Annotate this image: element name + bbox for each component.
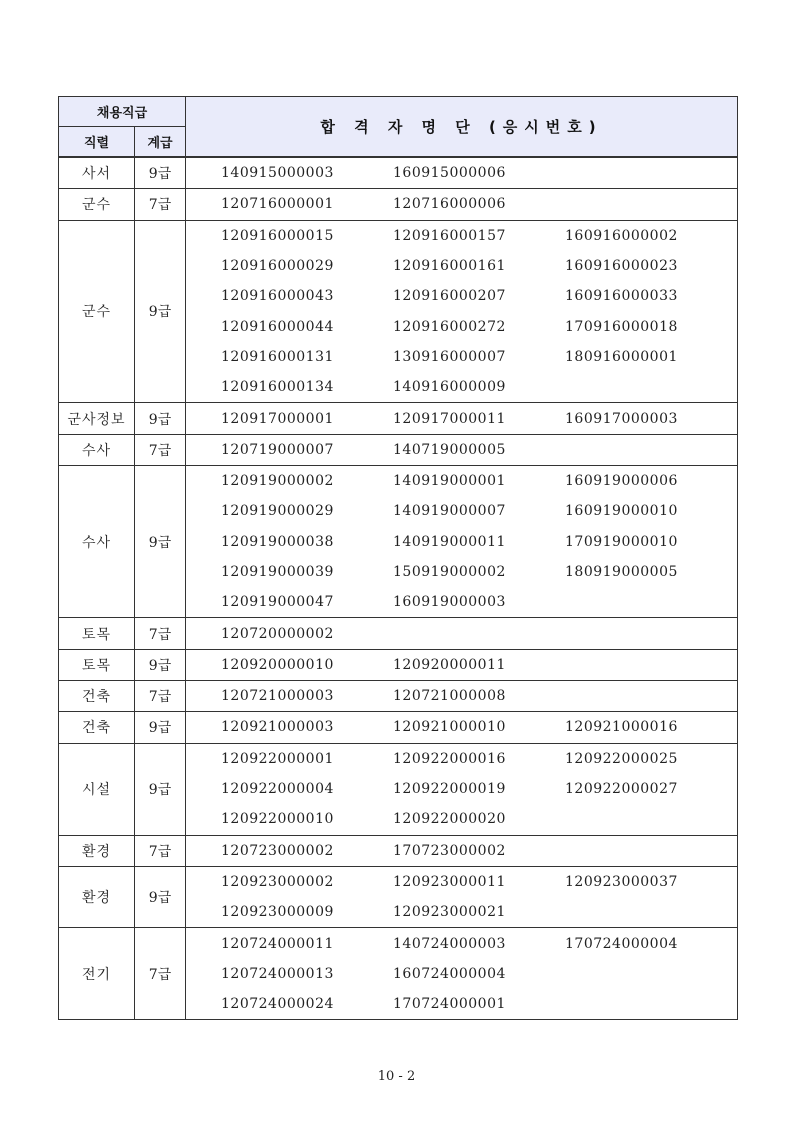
candidate-number: 120921000003	[221, 719, 334, 736]
candidate-numbers-cell	[186, 835, 738, 866]
grade-cell: 9급	[135, 220, 186, 403]
table-row	[59, 928, 738, 1020]
candidate-numbers-cell	[186, 712, 738, 743]
candidate-number: 120919000047	[221, 594, 334, 611]
candidate-number: 160919000003	[393, 594, 506, 611]
candidate-number: 170724000001	[393, 996, 506, 1013]
rank-cell: 군수	[59, 220, 135, 403]
candidate-number: 120916000131	[221, 348, 334, 365]
grade-header: 계급	[135, 127, 186, 158]
candidate-numbers-cell	[186, 928, 738, 1020]
candidate-number-row	[221, 989, 737, 1019]
candidate-number: 120917000001	[221, 410, 334, 427]
candidate-number: 120921000016	[565, 719, 678, 736]
grade-cell: 9급	[135, 866, 186, 928]
candidate-number-row	[221, 342, 737, 372]
candidate-number-row	[221, 587, 737, 617]
candidate-number: 120723000002	[221, 842, 334, 859]
candidate-number: 120720000002	[221, 625, 334, 642]
candidate-number: 160917000003	[565, 410, 678, 427]
table-row	[59, 835, 738, 866]
candidate-numbers-cell	[186, 189, 738, 220]
candidate-number: 140719000005	[393, 441, 506, 458]
candidate-number: 170919000010	[565, 533, 678, 550]
candidate-number: 120916000043	[221, 288, 334, 305]
candidate-number: 170723000002	[393, 842, 506, 859]
candidate-number-row	[221, 959, 737, 989]
candidate-number: 120923000021	[393, 904, 506, 921]
candidate-number: 150919000002	[393, 564, 506, 580]
candidate-numbers-cell	[186, 220, 738, 403]
candidate-numbers-cell	[186, 866, 738, 928]
rank-cell: 수사	[59, 465, 135, 617]
candidate-number: 120920000011	[393, 656, 506, 673]
candidate-number: 160915000006	[393, 165, 506, 182]
candidate-number: 120923000011	[393, 873, 506, 890]
candidate-number-row	[221, 867, 737, 897]
candidate-number-row	[221, 251, 737, 281]
candidate-number-row	[221, 527, 737, 557]
candidate-number: 120916000029	[221, 258, 334, 275]
candidate-number: 120919000002	[221, 473, 334, 490]
candidate-number: 120921000010	[393, 719, 506, 736]
grade-cell: 7급	[135, 835, 186, 866]
candidate-number: 180919000005	[565, 564, 678, 580]
candidate-number-row	[221, 311, 737, 341]
grade-cell: 7급	[135, 928, 186, 1020]
grade-cell: 9급	[135, 157, 186, 189]
candidate-number-row	[221, 281, 737, 311]
table-row	[59, 465, 738, 617]
table-row	[59, 189, 738, 220]
candidate-number: 120922000027	[565, 781, 678, 798]
candidate-number: 120922000019	[393, 781, 506, 798]
grade-cell: 9급	[135, 743, 186, 835]
candidate-number: 120916000015	[221, 227, 334, 244]
candidate-number: 140915000003	[221, 165, 334, 182]
candidate-number: 120917000011	[393, 410, 506, 427]
rank-cell: 사서	[59, 157, 135, 189]
candidate-number: 120716000006	[393, 196, 506, 213]
candidate-number-row	[221, 774, 737, 804]
candidate-numbers-cell	[186, 434, 738, 465]
page-number: 10 - 2	[377, 1069, 416, 1084]
candidate-numbers-cell	[186, 681, 738, 712]
candidate-number-row	[221, 221, 737, 251]
grade-cell: 7급	[135, 618, 186, 649]
candidate-number: 160724000004	[393, 965, 506, 982]
candidate-number: 120922000025	[565, 750, 678, 767]
grade-cell: 9급	[135, 465, 186, 617]
candidate-number-row	[221, 496, 737, 526]
candidate-number: 120922000020	[393, 811, 506, 828]
rank-cell: 시설	[59, 743, 135, 835]
candidate-number: 120719000007	[221, 441, 334, 458]
candidate-number-row	[221, 744, 737, 774]
rank-cell: 환경	[59, 866, 135, 928]
candidate-number: 180916000001	[565, 348, 678, 365]
candidate-number: 120923000002	[221, 873, 334, 890]
candidate-numbers-cell	[186, 465, 738, 617]
candidate-number: 120919000029	[221, 503, 334, 520]
candidate-number: 120721000003	[221, 688, 334, 705]
table-row	[59, 743, 738, 835]
recruitment-grade-header: 채용직급	[59, 97, 186, 127]
candidate-number: 120716000001	[221, 196, 334, 213]
candidate-numbers-cell	[186, 649, 738, 680]
candidate-numbers-cell	[186, 157, 738, 189]
candidate-number: 120922000016	[393, 750, 506, 767]
candidate-number: 140919000001	[393, 473, 506, 490]
rank-cell: 군수	[59, 189, 135, 220]
candidate-number: 120922000004	[221, 781, 334, 798]
candidate-number: 160916000033	[565, 288, 678, 305]
candidate-numbers-cell	[186, 743, 738, 835]
candidate-number-row	[221, 557, 737, 587]
candidate-number-row	[221, 836, 737, 866]
candidate-number-row	[221, 897, 737, 927]
grade-cell: 7급	[135, 434, 186, 465]
rank-cell: 토목	[59, 618, 135, 649]
candidate-number: 120724000013	[221, 965, 334, 982]
candidate-number: 120916000157	[393, 227, 506, 244]
candidate-number: 160916000023	[565, 258, 678, 275]
table-row	[59, 649, 738, 680]
candidate-numbers-cell	[186, 403, 738, 434]
candidate-number: 120916000272	[393, 318, 506, 335]
table-row	[59, 220, 738, 403]
candidate-number: 160919000006	[565, 473, 678, 490]
candidate-number: 140919000011	[393, 533, 506, 550]
candidate-number: 120724000011	[221, 935, 334, 952]
candidate-number-row	[221, 403, 737, 433]
table-row	[59, 434, 738, 465]
candidate-number: 140724000003	[393, 935, 506, 952]
candidate-number: 120916000044	[221, 318, 334, 335]
candidate-number-row	[221, 189, 737, 219]
successful-candidates-table	[58, 96, 738, 1020]
table-row	[59, 712, 738, 743]
candidate-number: 120916000207	[393, 288, 506, 305]
candidate-number: 120923000037	[565, 873, 678, 890]
rank-cell: 건축	[59, 681, 135, 712]
candidate-number: 120923000009	[221, 904, 334, 921]
candidate-number: 130916000007	[393, 348, 506, 365]
table-row	[59, 618, 738, 649]
rank-cell: 전기	[59, 928, 135, 1020]
candidate-numbers-cell	[186, 618, 738, 649]
candidate-number: 140916000009	[393, 379, 506, 396]
candidate-number-row	[221, 618, 737, 648]
candidate-number-row	[221, 928, 737, 958]
candidate-number-row	[221, 650, 737, 680]
table-row	[59, 157, 738, 189]
grade-cell: 9급	[135, 649, 186, 680]
table-row	[59, 866, 738, 928]
grade-cell: 9급	[135, 712, 186, 743]
candidate-number: 120919000039	[221, 564, 334, 580]
candidate-list-header: 합 격 자 명 단 (응시번호)	[186, 97, 738, 158]
grade-cell: 7급	[135, 681, 186, 712]
candidate-number: 120920000010	[221, 656, 334, 673]
candidate-number: 120916000161	[393, 258, 506, 275]
candidate-number-row	[221, 804, 737, 834]
candidate-number-row	[221, 681, 737, 711]
candidate-number: 160916000002	[565, 227, 678, 244]
rank-cell: 건축	[59, 712, 135, 743]
rank-cell: 환경	[59, 835, 135, 866]
candidate-number: 120916000134	[221, 379, 334, 396]
candidate-number: 170724000004	[565, 935, 678, 952]
rank-header: 직렬	[59, 127, 135, 158]
candidate-number: 170916000018	[565, 318, 678, 335]
table-row	[59, 403, 738, 434]
rank-cell: 토목	[59, 649, 135, 680]
candidate-number: 120721000008	[393, 688, 506, 705]
rank-cell: 수사	[59, 434, 135, 465]
candidate-number: 140919000007	[393, 503, 506, 520]
candidate-number: 120922000010	[221, 811, 334, 828]
rank-cell: 군사정보	[59, 403, 135, 434]
candidate-number-row	[221, 466, 737, 496]
candidate-number: 160919000010	[565, 503, 678, 520]
grade-cell: 7급	[135, 189, 186, 220]
candidate-number-row	[221, 158, 737, 188]
table-row	[59, 681, 738, 712]
grade-cell: 9급	[135, 403, 186, 434]
candidate-number-row	[221, 435, 737, 465]
candidate-number-row	[221, 372, 737, 402]
candidate-number: 120919000038	[221, 533, 334, 550]
candidate-number: 120724000024	[221, 996, 334, 1013]
candidate-number: 120922000001	[221, 750, 334, 767]
candidate-number-row	[221, 712, 737, 742]
